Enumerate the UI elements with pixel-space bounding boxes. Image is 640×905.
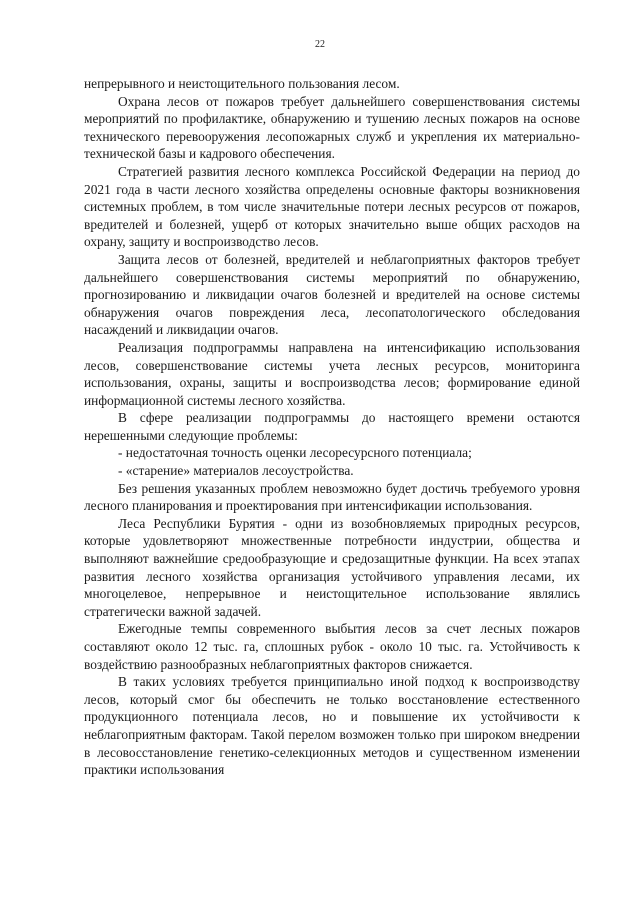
paragraph: Ежегодные темпы современного выбытия лесов за счет лесных пожаров составляют около 12 тыс. га, сплошных рубок - около 10 тыс. га. Устойчивость к воздействию разнообразных неблагоприятных факторов снижается. [84,621,580,672]
paragraph: Стратегией развития лесного комплекса Российской Федерации на период до 2021 года в части лесного хозяйства определены основные факторы возникновения системных проблем, в том числе значительные потери лесных ресурсов от пожаров, вредителей и болезней, ущерб от которых значительно выше общих расходов на охрану, защиту и воспроизводство лесов. [84,163,580,250]
paragraph: Без решения указанных проблем невозможно будет достичь требуемого уровня лесного планирования и проектирования при интенсификации использования. [84,480,580,514]
paragraph: - недостаточная точность оценки лесоресурсного потенциала; [118,445,472,461]
document-body [84,75,580,779]
page-number: 22 [315,39,325,50]
paragraph: Охрана лесов от пожаров требует дальнейшего совершенствования системы мероприятий по профилактике, обнаружению и тушению лесных пожаров на основе технического перевооружения лесопожарных служб и укрепления их материально-технической базы и кадрового обеспечения. [84,93,580,162]
paragraph: Защита лесов от болезней, вредителей и неблагоприятных факторов требует дальнейшего совершенствования системы мероприятий по обнаружению, прогнозированию и ликвидации очагов болезней и вредителей на основе системы обнаружения очагов повреждения леса, лесопатологического обследования насаждений и ликвидации очагов. [84,251,580,338]
paragraph: непрерывного и неистощительного пользования лесом. [84,76,400,91]
paragraph: В таких условиях требуется принципиально иной подход к воспроизводству лесов, который смог бы обеспечить не только восстановление естественного продукционного потенциала лесов, но и повышение их устойчивости к неблагоприятным факторам. Такой перелом возможен только при широком внедрении в лесовосстановление генетико-селекционных методов и существенном изменении практики использования [84,674,580,778]
paragraph: Реализация подпрограммы направлена на интенсификацию использования лесов, совершенствование системы учета лесных ресурсов, мониторинга использования, охраны, защиты и воспроизводства лесов; формирование единой информационной системы лесного хозяйства. [84,339,580,408]
paragraph: В сфере реализации подпрограммы до настоящего времени остаются нерешенными следующие проблемы: [84,410,580,443]
paragraph: Леса Республики Бурятия - одни из возобновляемых природных ресурсов, которые удовлетворяют множественные потребности индустрии, общества и выполняют важнейшие средообразующие и средозащитные функции. На всех этапах развития лесного хозяйства организация устойчивого управления лесами, их многоцелевое, непрерывное и неистощительное использование являлись стратегически важной задачей. [84,515,580,619]
paragraph: - «старение» материалов лесоустройства. [118,463,354,479]
